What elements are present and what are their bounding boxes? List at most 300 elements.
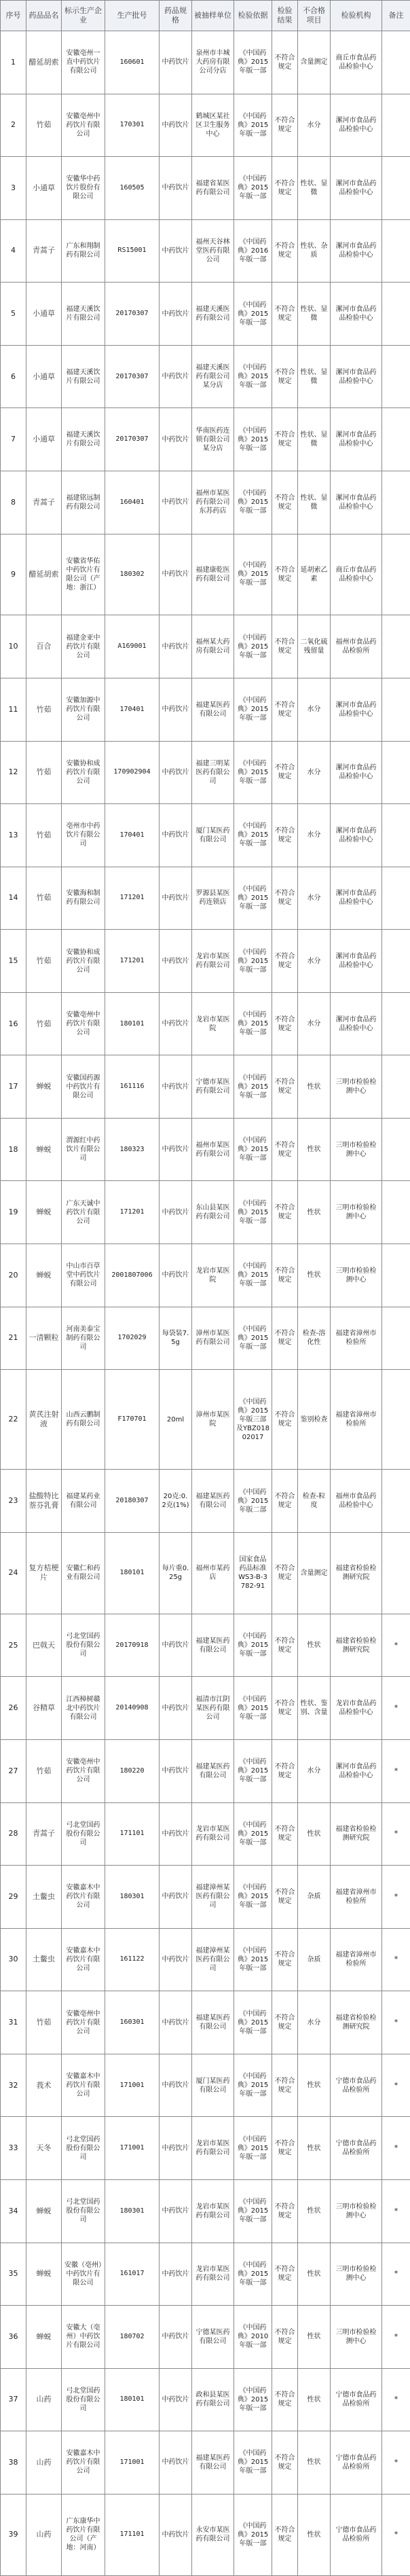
cell-no: 30 (1, 1928, 26, 1991)
cell-failed-item: 性状、显微 (298, 408, 331, 471)
cell-maker: 安徽国药源中药饮片有限公司 (62, 1055, 105, 1119)
cell-sampled-unit: 龙岩市某医院 (192, 1244, 234, 1307)
cell-spec: 中药饮片 (160, 615, 192, 678)
cell-sampled-unit: 龙岩市某医药有限公司 (192, 1802, 234, 1866)
cell-note: * (382, 2243, 410, 2306)
cell-maker: 安徽嘉木中药饮片有限公司 (62, 2054, 105, 2117)
cell-spec: 中药饮片 (160, 2179, 192, 2243)
cell-failed-item: 水分 (298, 867, 331, 930)
cell-result: 不符合规定 (272, 930, 298, 993)
cell-drug-name: 竹茹 (26, 94, 62, 157)
cell-note: * (382, 1677, 410, 1740)
cell-batch: 171201 (105, 867, 160, 930)
cell-sampled-unit: 福州市某医药有限公司东苏药店 (192, 471, 234, 534)
cell-spec: 中药饮片 (160, 1928, 192, 1991)
cell-no: 15 (1, 930, 26, 993)
cell-basis: 《中国药典》2015年版一部 (234, 1928, 272, 1991)
cell-basis: 《中国药典》2015年版一部 (234, 1614, 272, 1677)
cell-lab: 漯河市食品药品检验中心 (331, 992, 382, 1055)
cell-spec: 中药饮片 (160, 1118, 192, 1181)
header-basis: 检验依据 (234, 1, 272, 31)
cell-no: 25 (1, 1614, 26, 1677)
cell-basis: 《中国药典》2015年版一部 (234, 678, 272, 741)
cell-result: 不符合规定 (272, 1866, 298, 1929)
header-lab: 检验机构 (331, 1, 382, 31)
table-row (1, 678, 410, 741)
cell-batch: 20170307 (105, 283, 160, 346)
cell-spec: 中药饮片 (160, 2306, 192, 2369)
cell-maker: 安徽（亳州）中药饮片有限公司 (62, 2243, 105, 2306)
cell-drug-name: 竹茹 (26, 867, 62, 930)
cell-note (382, 615, 410, 678)
cell-maker: 福建铭远制药有限公司 (62, 471, 105, 534)
cell-spec: 中药饮片 (160, 2368, 192, 2431)
cell-drug-name: 竹茹 (26, 678, 62, 741)
cell-basis: 《中国药典》2015年版一部 (234, 1740, 272, 1803)
cell-drug-name: 黄芪注射液 (26, 1370, 62, 1470)
table-row (1, 2494, 410, 2575)
cell-drug-name: 小通草 (26, 408, 62, 471)
cell-drug-name: 谷精草 (26, 1677, 62, 1740)
cell-note (382, 1370, 410, 1470)
cell-sampled-unit: 泉州市丰城大药房有限公司分店 (192, 31, 234, 94)
cell-drug-name: 百合 (26, 615, 62, 678)
cell-drug-name: 蝉蜕 (26, 1055, 62, 1119)
cell-no: 27 (1, 1740, 26, 1803)
cell-spec: 中药饮片 (160, 2494, 192, 2575)
cell-basis: 《中国药典》2015年版一部 (234, 2431, 272, 2495)
cell-failed-item: 水分 (298, 1740, 331, 1803)
cell-spec: 中药饮片 (160, 1740, 192, 1803)
cell-spec: 中药饮片 (160, 992, 192, 1055)
cell-lab: 漯河市食品药品检验中心 (331, 471, 382, 534)
cell-spec: 中药饮片 (160, 741, 192, 804)
cell-sampled-unit: 政和县某医药有限公司 (192, 2368, 234, 2431)
header-note: 备注 (382, 1, 410, 31)
cell-maker: 安徽华中药饮片股份有限公司 (62, 157, 105, 220)
cell-drug-name: 小通草 (26, 283, 62, 346)
cell-no: 38 (1, 2431, 26, 2495)
table-row (1, 219, 410, 283)
cell-no: 23 (1, 1470, 26, 1533)
cell-lab: 福建省检验检测研究院 (331, 1991, 382, 2054)
table-row (1, 2243, 410, 2306)
cell-drug-name: 天冬 (26, 2117, 62, 2180)
cell-lab: 漯河市食品药品检验中心 (331, 930, 382, 993)
cell-sampled-unit: 龙岩市某医药有限公司 (192, 930, 234, 993)
cell-failed-item: 水分 (298, 930, 331, 993)
cell-sampled-unit: 鹤城区某社区卫生服务中心 (192, 94, 234, 157)
cell-result: 不符合规定 (272, 741, 298, 804)
cell-result: 不符合规定 (272, 283, 298, 346)
cell-note: * (382, 1928, 410, 1991)
cell-sampled-unit: 福建天溪医药有限公司某分店 (192, 345, 234, 408)
cell-drug-name: 小通草 (26, 345, 62, 408)
cell-failed-item: 含量测定 (298, 31, 331, 94)
cell-sampled-unit: 龙岩市某医药有限公司 (192, 2243, 234, 2306)
cell-sampled-unit: 漳州市某医院 (192, 1370, 234, 1470)
cell-basis: 《中国药典》2015年版一部 (234, 867, 272, 930)
cell-result: 不符合规定 (272, 1307, 298, 1370)
cell-batch: 20180307 (105, 1470, 160, 1533)
cell-result: 不符合规定 (272, 2494, 298, 2575)
cell-basis: 《中国药典》2015年版一部 (234, 1118, 272, 1181)
cell-sampled-unit: 福州市某药店 (192, 1532, 234, 1614)
cell-maker: 安徽亳州中药饮片有限公司 (62, 1740, 105, 1803)
cell-no: 19 (1, 1181, 26, 1244)
cell-sampled-unit: 福建天溪医药有限公司 (192, 283, 234, 346)
cell-lab: 宁德市食品药品检验所 (331, 2054, 382, 2117)
cell-note (382, 1470, 410, 1533)
cell-drug-name: 盐酸特比萘芬乳膏 (26, 1470, 62, 1533)
cell-basis: 《中国药典》2015年版一部 (234, 930, 272, 993)
cell-basis: 《中国药典》2015年版一部 (234, 1055, 272, 1119)
cell-failed-item: 性状 (298, 1802, 331, 1866)
cell-lab: 三明市检验检测中心 (331, 2179, 382, 2243)
cell-note (382, 345, 410, 408)
header-item: 不合格项目 (298, 1, 331, 31)
cell-note (382, 31, 410, 94)
table-row (1, 408, 410, 471)
table-row (1, 741, 410, 804)
cell-failed-item: 性状、显微 (298, 283, 331, 346)
cell-spec: 中药饮片 (160, 1866, 192, 1929)
cell-sampled-unit: 永安市某医药有限公司 (192, 2494, 234, 2575)
cell-result: 不符合规定 (272, 615, 298, 678)
cell-lab: 漯河市食品药品检验中心 (331, 804, 382, 867)
cell-basis: 《中国药典》2015年版一部 (234, 408, 272, 471)
table-row (1, 2054, 410, 2117)
cell-drug-name: 蝉蜕 (26, 2179, 62, 2243)
cell-note (382, 157, 410, 220)
cell-drug-name: 蝉蜕 (26, 1118, 62, 1181)
cell-result: 不符合规定 (272, 31, 298, 94)
cell-result: 不符合规定 (272, 1181, 298, 1244)
cell-lab: 福建省检验检测研究院 (331, 1802, 382, 1866)
table-row (1, 992, 410, 1055)
cell-drug-name: 醋延胡索 (26, 31, 62, 94)
cell-spec: 中药饮片 (160, 345, 192, 408)
table-row (1, 867, 410, 930)
header-row (1, 1, 410, 31)
cell-no: 10 (1, 615, 26, 678)
cell-basis: 《中国药典》2015年版一部 (234, 1307, 272, 1370)
cell-lab: 福州市食品药品检验所 (331, 615, 382, 678)
cell-result: 不符合规定 (272, 804, 298, 867)
cell-failed-item: 鉴别检查 (298, 1370, 331, 1470)
cell-batch: 161116 (105, 1055, 160, 1119)
cell-maker: 安徽嘉木中药饮片有限公司 (62, 1866, 105, 1929)
cell-no: 36 (1, 2306, 26, 2369)
cell-batch: 180302 (105, 534, 160, 615)
cell-spec: 每袋装7.5g (160, 1307, 192, 1370)
cell-basis: 《中国药典》2015年版一部 (234, 534, 272, 615)
cell-maker: 福建天溪饮片有限公司 (62, 408, 105, 471)
cell-no: 22 (1, 1370, 26, 1470)
cell-batch: 180101 (105, 992, 160, 1055)
cell-result: 不符合规定 (272, 2431, 298, 2495)
cell-failed-item: 性状 (298, 2494, 331, 2575)
cell-spec: 中药饮片 (160, 1055, 192, 1119)
cell-spec: 中药饮片 (160, 1181, 192, 1244)
cell-note (382, 408, 410, 471)
cell-maker: 亳州市中药饮片有限公司 (62, 804, 105, 867)
cell-sampled-unit: 宁德某医药有限公司 (192, 2306, 234, 2369)
cell-result: 不符合规定 (272, 219, 298, 283)
cell-batch: 180101 (105, 2368, 160, 2431)
cell-result: 不符合规定 (272, 2179, 298, 2243)
cell-no: 9 (1, 534, 26, 615)
cell-sampled-unit: 厦门某医药有限公司 (192, 2054, 234, 2117)
cell-failed-item: 杂质 (298, 1866, 331, 1929)
cell-drug-name: 醋延胡索 (26, 534, 62, 615)
cell-spec: 20ml (160, 1370, 192, 1470)
cell-sampled-unit: 福建某医药有限公司 (192, 2431, 234, 2495)
cell-result: 不符合规定 (272, 408, 298, 471)
table-row (1, 1802, 410, 1866)
cell-sampled-unit: 福建三明某医药有限公司 (192, 741, 234, 804)
cell-spec: 中药饮片 (160, 2054, 192, 2117)
cell-lab: 福建省检验检测研究院 (331, 1532, 382, 1614)
cell-note (382, 1532, 410, 1614)
cell-basis: 《中国药典》2015年版一部 (234, 1991, 272, 2054)
cell-batch: 180220 (105, 1740, 160, 1803)
cell-batch: 161017 (105, 2243, 160, 2306)
table-row (1, 1055, 410, 1119)
cell-basis: 《中国药典》2015年版一部 (234, 804, 272, 867)
cell-batch: 171201 (105, 930, 160, 993)
cell-lab: 商丘市食品药品检验中心 (331, 534, 382, 615)
cell-drug-name: 山药 (26, 2368, 62, 2431)
cell-result: 不符合规定 (272, 345, 298, 408)
cell-note: * (382, 2179, 410, 2243)
cell-basis: 《中国药典》2015年版一部 (234, 2243, 272, 2306)
cell-failed-item: 水分 (298, 992, 331, 1055)
cell-note (382, 94, 410, 157)
cell-basis: 《中国药典》2015年版一部 (234, 1866, 272, 1929)
table-row (1, 1181, 410, 1244)
cell-spec: 每片重0.25g (160, 1532, 192, 1614)
cell-drug-name: 蝉蜕 (26, 2306, 62, 2369)
cell-basis: 《中国药典》2015年版一部 (234, 2179, 272, 2243)
cell-spec: 中药饮片 (160, 219, 192, 283)
cell-lab: 福建省漳州市检验所 (331, 1370, 382, 1470)
table-row (1, 804, 410, 867)
cell-maker: 江西樟树赣北中药饮片有限公司 (62, 1677, 105, 1740)
cell-spec: 中药饮片 (160, 1244, 192, 1307)
cell-drug-name: 山药 (26, 2494, 62, 2575)
cell-maker: 弓北堂国药股份有限公司 (62, 2179, 105, 2243)
cell-note: * (382, 2306, 410, 2369)
cell-drug-name: 青蒿子 (26, 219, 62, 283)
cell-basis: 《中国药典》2015年版一部 (234, 2117, 272, 2180)
cell-note (382, 1055, 410, 1119)
table-row (1, 1928, 410, 1991)
cell-batch: 160401 (105, 471, 160, 534)
header-name: 药品品名 (26, 1, 62, 31)
cell-sampled-unit: 宁德市某医药有限公司 (192, 1055, 234, 1119)
cell-batch: 160301 (105, 1991, 160, 2054)
cell-failed-item: 性状、显微 (298, 345, 331, 408)
cell-sampled-unit: 福州某大药房有限公司 (192, 615, 234, 678)
cell-failed-item: 杂质 (298, 1928, 331, 1991)
cell-no: 3 (1, 157, 26, 220)
cell-note (382, 1307, 410, 1370)
cell-no: 2 (1, 94, 26, 157)
cell-lab: 宁德市食品药品检验所 (331, 2494, 382, 2575)
cell-no: 17 (1, 1055, 26, 1119)
cell-drug-name: 竹茹 (26, 1991, 62, 2054)
cell-sampled-unit: 福州天谷林堂医药有限公司 (192, 219, 234, 283)
cell-result: 不符合规定 (272, 678, 298, 741)
cell-batch: 20170307 (105, 408, 160, 471)
cell-maker: 安徽嘉木中药饮片有限公司 (62, 2431, 105, 2495)
cell-lab: 三明市检验检测中心 (331, 1244, 382, 1307)
cell-maker: 弓北堂国药股份有限公司 (62, 1802, 105, 1866)
cell-note: * (382, 1614, 410, 1677)
cell-result: 不符合规定 (272, 1244, 298, 1307)
cell-failed-item: 检查-溶化性 (298, 1307, 331, 1370)
cell-drug-name: 青蒿子 (26, 471, 62, 534)
cell-note (382, 804, 410, 867)
cell-failed-item: 性状 (298, 2117, 331, 2180)
cell-failed-item: 性状 (298, 1181, 331, 1244)
cell-no: 20 (1, 1244, 26, 1307)
cell-maker: 福建天溪饮片有限公司 (62, 345, 105, 408)
cell-batch: 171201 (105, 1181, 160, 1244)
cell-note (382, 534, 410, 615)
cell-drug-name: 竹茹 (26, 930, 62, 993)
cell-result: 不符合规定 (272, 2117, 298, 2180)
cell-sampled-unit: 福建漳州某医药有限公司 (192, 1866, 234, 1929)
cell-result: 不符合规定 (272, 471, 298, 534)
cell-batch: 180301 (105, 1866, 160, 1929)
cell-lab: 漯河市食品药品检验中心 (331, 94, 382, 157)
cell-basis: 《中国药典》2015年版一部 (234, 1677, 272, 1740)
cell-spec: 中药饮片 (160, 471, 192, 534)
cell-sampled-unit: 龙岩市某医药有限公司 (192, 2179, 234, 2243)
table-row (1, 31, 410, 94)
cell-maker: 安徽仁和药业有限公司 (62, 1532, 105, 1614)
cell-no: 33 (1, 2117, 26, 2180)
table-body (1, 31, 410, 2576)
cell-result: 不符合规定 (272, 2054, 298, 2117)
cell-no: 5 (1, 283, 26, 346)
cell-batch: 1702029 (105, 1307, 160, 1370)
cell-maker: 中山市百草堂中药饮片有限公司 (62, 1244, 105, 1307)
cell-no: 24 (1, 1532, 26, 1614)
cell-maker: 安徽亳州中药饮片有限公司 (62, 94, 105, 157)
cell-batch: 171001 (105, 2431, 160, 2495)
header-result: 检验结果 (272, 1, 298, 31)
cell-note (382, 992, 410, 1055)
cell-no: 13 (1, 804, 26, 867)
cell-drug-name: 蝉蜕 (26, 2243, 62, 2306)
cell-spec: 中药饮片 (160, 534, 192, 615)
cell-batch: 170401 (105, 678, 160, 741)
cell-lab: 福建省检验检测研究院 (331, 1614, 382, 1677)
cell-drug-name: 竹茹 (26, 992, 62, 1055)
cell-sampled-unit: 福建省某医药有限公司 (192, 157, 234, 220)
cell-spec: 中药饮片 (160, 1802, 192, 1866)
cell-result: 不符合规定 (272, 157, 298, 220)
cell-batch: 160601 (105, 31, 160, 94)
cell-maker: 广东天诚中药饮片有限公司 (62, 1181, 105, 1244)
cell-spec: 中药饮片 (160, 1677, 192, 1740)
table-row (1, 471, 410, 534)
cell-batch: RS15001 (105, 219, 160, 283)
cell-drug-name: 巴戟天 (26, 1614, 62, 1677)
cell-spec: 20克:0.2克(1%) (160, 1470, 192, 1533)
table-row (1, 94, 410, 157)
cell-failed-item: 性状 (298, 1244, 331, 1307)
cell-note (382, 1181, 410, 1244)
cell-lab: 漯河市食品药品检验中心 (331, 741, 382, 804)
cell-drug-name: 竹茹 (26, 1740, 62, 1803)
cell-lab: 福州市食品药品检验中心 (331, 1470, 382, 1533)
cell-sampled-unit: 漳州市某医药有限公司 (192, 1307, 234, 1370)
cell-no: 39 (1, 2494, 26, 2575)
cell-no: 21 (1, 1307, 26, 1370)
cell-basis: 《中国药典》2015年版一部 (234, 31, 272, 94)
cell-spec: 中药饮片 (160, 1991, 192, 2054)
cell-basis: 《中国药典》2015年版三部及YBZ01802017 (234, 1370, 272, 1470)
cell-failed-item: 二氧化硫残留量 (298, 615, 331, 678)
cell-lab: 三明市检验检测中心 (331, 1118, 382, 1181)
cell-sampled-unit: 龙岩市某医药有限公司 (192, 2117, 234, 2180)
cell-lab: 漯河市食品药品检验中心 (331, 867, 382, 930)
cell-batch: 20140908 (105, 1677, 160, 1740)
cell-maker: 弓北堂国药股份有限公司 (62, 2117, 105, 2180)
cell-maker: 渭源红中药饮片有限公司 (62, 1118, 105, 1181)
cell-lab: 三明市检验检测中心 (331, 1181, 382, 1244)
cell-no: 28 (1, 1802, 26, 1866)
cell-lab: 漯河市食品药品检验中心 (331, 678, 382, 741)
cell-note (382, 283, 410, 346)
cell-no: 4 (1, 219, 26, 283)
cell-lab: 宁德市食品药品检验所 (331, 2117, 382, 2180)
cell-lab: 漯河市食品药品检验中心 (331, 345, 382, 408)
cell-batch: 161122 (105, 1928, 160, 1991)
cell-note: * (382, 1802, 410, 1866)
cell-drug-name: 山药 (26, 2431, 62, 2495)
cell-note: * (382, 2054, 410, 2117)
cell-failed-item: 性状 (298, 1055, 331, 1119)
cell-lab: 龙岩市食品药品检验中心 (331, 1677, 382, 1740)
cell-basis: 《中国药典》2015年版一部 (234, 1802, 272, 1866)
cell-failed-item: 水分 (298, 741, 331, 804)
cell-sampled-unit: 福建某医药有限公司 (192, 678, 234, 741)
cell-maker: 山西云鹏制药有限公司 (62, 1370, 105, 1470)
cell-no: 12 (1, 741, 26, 804)
cell-drug-name: 土鳖虫 (26, 1866, 62, 1929)
cell-no: 32 (1, 2054, 26, 2117)
cell-note (382, 219, 410, 283)
cell-result: 不符合规定 (272, 1928, 298, 1991)
cell-sampled-unit: 福州市某医药有限公司 (192, 1118, 234, 1181)
cell-batch: 180323 (105, 1118, 160, 1181)
cell-result: 不符合规定 (272, 992, 298, 1055)
table-row (1, 2368, 410, 2431)
cell-sampled-unit: 福建某医药有限公司 (192, 1470, 234, 1533)
cell-lab: 三明市检验检测中心 (331, 2306, 382, 2369)
cell-failed-item: 性状、显微 (298, 157, 331, 220)
cell-lab: 漯河市食品药品检验中心 (331, 408, 382, 471)
table-row (1, 615, 410, 678)
cell-batch: 180702 (105, 2306, 160, 2369)
cell-basis: 《中国药典》2015年版一部 (234, 345, 272, 408)
cell-spec: 中药饮片 (160, 157, 192, 220)
